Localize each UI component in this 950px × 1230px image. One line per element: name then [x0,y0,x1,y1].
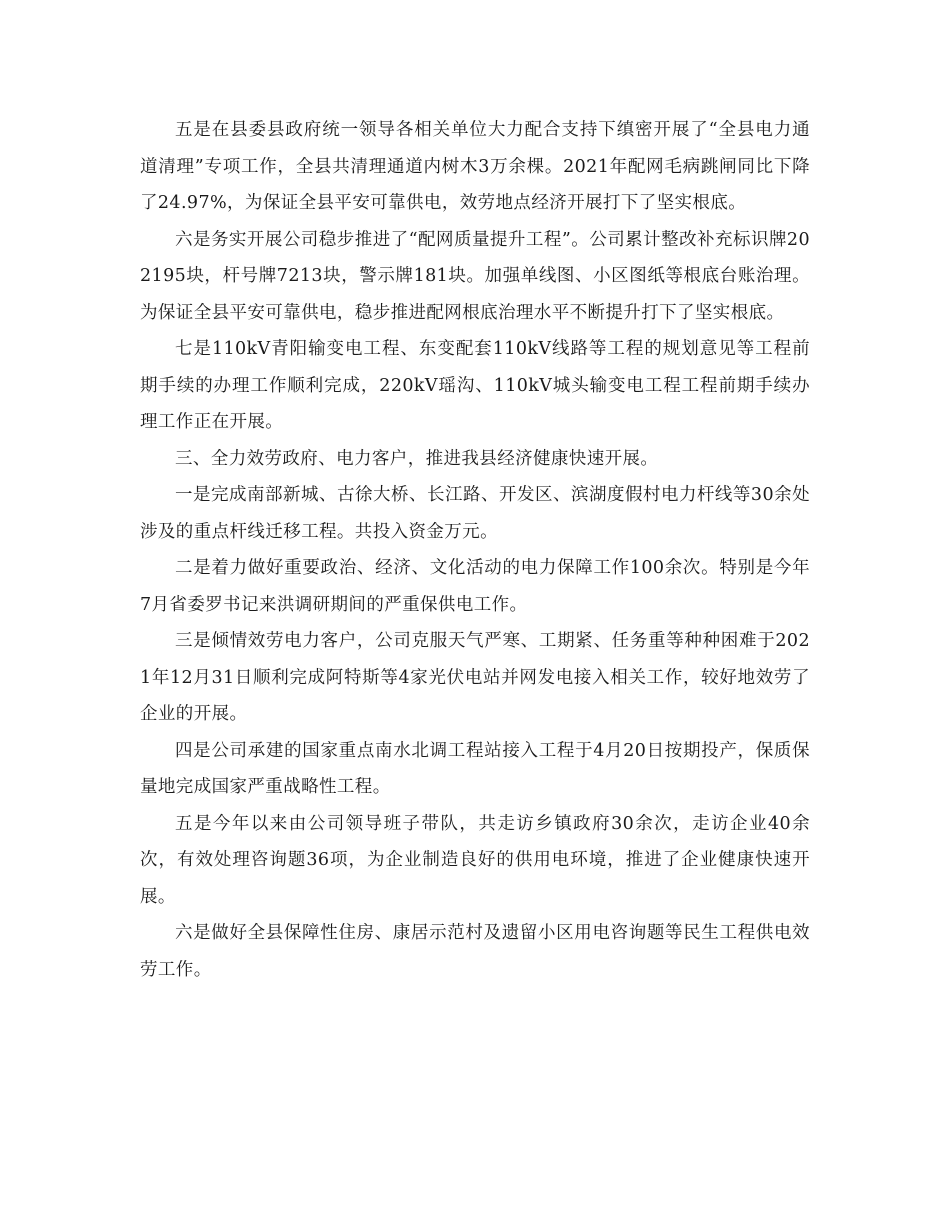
document-body [140,112,810,988]
paragraph-item-1-line-relocation: 一是完成南部新城、古徐大桥、长江路、开发区、滨湖度假村电力杆线等30余处涉及的重点杆线迁移工程。共投入资金万元。 [140,485,810,542]
paragraph-item-3-customer-service: 三是倾情效劳电力客户，公司克服天气严寒、工期紧、任务重等种种困难于2021年12月31日顺利完成阿特斯等4家光伏电站并网发电接入相关工作，较好地效劳了企业的开展。 [140,631,810,724]
paragraph-item-6-livelihood-projects: 六是做好全县保障性住房、康居示范村及遗留小区用电咨询题等民生工程供电效劳工作。 [140,923,810,980]
paragraph-item-4-south-north-project: 四是公司承建的国家重点南水北调工程站接入工程于4月20日按期投产，保质保量地完成国家严重战略性工程。 [140,740,810,797]
paragraph-item-2-power-guarantee: 二是着力做好重要政治、经济、文化活动的电力保障工作100余次。特别是今年7月省委罗书记来洪调研期间的严重保供电工作。 [140,558,810,615]
paragraph-item-5-visits: 五是今年以来由公司领导班子带队，共走访乡镇政府30余次，走访企业40余次，有效处理咨询题36项，为企业制造良好的供用电环境，推进了企业健康快速开展。 [140,813,810,907]
paragraph-item-7-substation-projects: 七是110kV青阳输变电工程、东变配套110kV线路等工程的规划意见等工程前期手续的办理工作顺利完成，220kV瑶沟、110kV城头输变电工程工程前期手续办理工作正在开展。 [140,339,810,432]
paragraph-item-5-power-channel-clearing: 五是在县委县政府统一领导各相关单位大力配合支持下缜密开展了“全县电力通道清理”专项工作，全县共清理通道内树木3万余棵。2021年配网毛病跳闸同比下降了24.97%，为保证全县平安可靠供电，效劳地点经济开展打下了坚实根底。 [140,120,810,213]
paragraph-item-6-distribution-quality: 六是务实开展公司稳步推进了“配网质量提升工程”。公司累计整改补充标识牌202195块，杆号牌7213块，警示牌181块。加强单线图、小区图纸等根底台账治理。为保证全县平安可靠供电，稳步推进配网根底治理水平不断提升打下了坚实根底。 [140,229,810,323]
section-heading-serve-government: 三、全力效劳政府、电力客户，推进我县经济健康快速开展。 [175,448,659,469]
